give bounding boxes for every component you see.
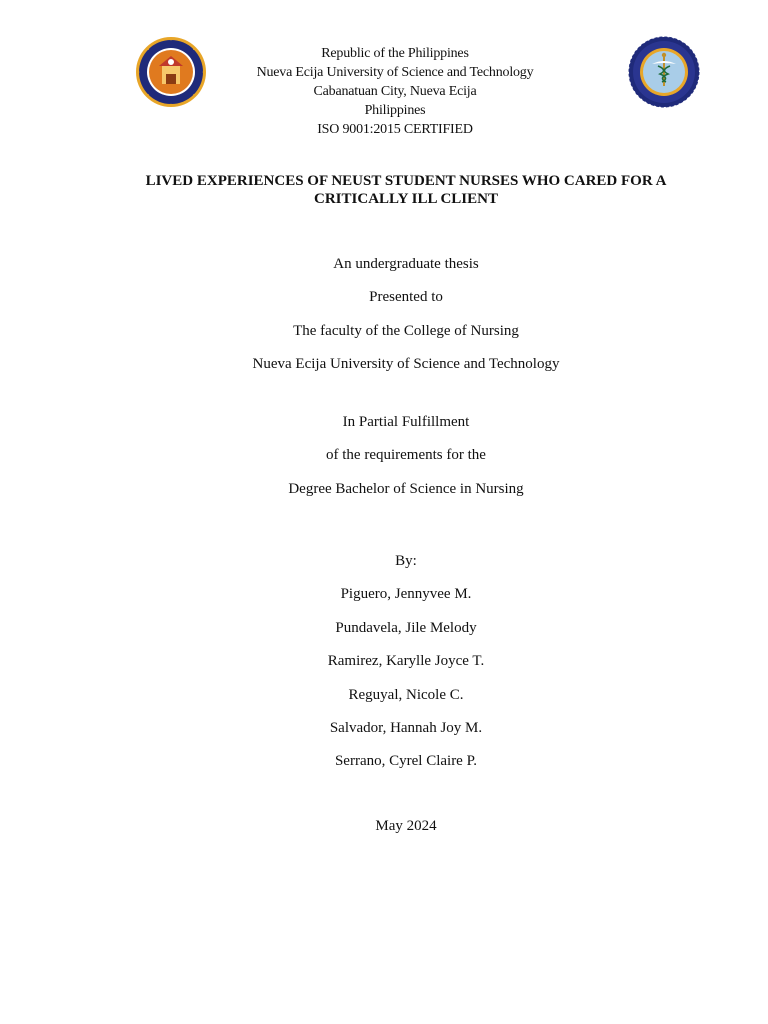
author-name: Ramirez, Karylle Joyce T.: [327, 653, 485, 670]
author-name: Serrano, Cyrel Claire P.: [334, 753, 478, 770]
fulfillment-line: of the requirements for the: [326, 447, 486, 464]
header-line-country: Philippines: [364, 103, 426, 118]
thesis-line: Nueva Ecija University of Science and Technology: [252, 356, 560, 373]
header-line-university: Nueva Ecija University of Science and Technology: [256, 65, 534, 80]
authors-block: [150, 550, 662, 784]
author-name: Reguyal, Nicole C.: [348, 686, 464, 703]
header-line-republic: Republic of the Philippines: [321, 46, 469, 61]
header-line-iso: ISO 9001:2015 CERTIFIED: [317, 122, 473, 137]
fulfillment-line: In Partial Fulfillment: [342, 414, 470, 430]
university-seal-logo: [135, 36, 207, 108]
header-line-city: Cabanatuan City, Nueva Ecija: [313, 84, 477, 99]
college-of-nursing-seal-logo: [628, 36, 700, 108]
author-name: Pundavela, Jile Melody: [335, 619, 477, 636]
by-label: By:: [395, 553, 417, 569]
author-name: Piguero, Jennyvee M.: [340, 586, 472, 603]
institution-header: [200, 44, 590, 139]
fulfillment-block: [150, 411, 662, 511]
author-name: Salvador, Hannah Joy M.: [329, 719, 483, 736]
thesis-line: An undergraduate thesis: [333, 256, 479, 272]
thesis-title: LIVED EXPERIENCES OF NEUST STUDENT NURSES WHO CARED FOR A CRITICALLY ILL CLIENT: [145, 173, 667, 207]
date-block: [150, 815, 662, 848]
thesis-presentation-block: [150, 253, 662, 387]
submission-date: May 2024: [375, 818, 437, 834]
thesis-line: Presented to: [369, 289, 443, 306]
fulfillment-line: Degree Bachelor of Science in Nursing: [288, 480, 524, 497]
thesis-line: The faculty of the College of Nursing: [293, 322, 519, 339]
